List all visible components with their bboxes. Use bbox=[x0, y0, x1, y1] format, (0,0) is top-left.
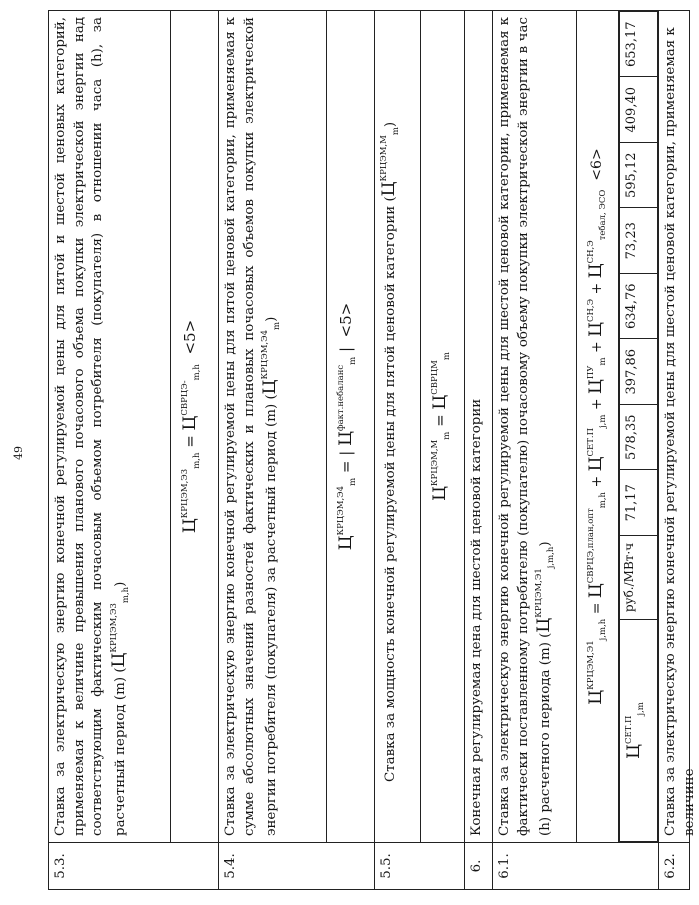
value-table-cell bbox=[619, 11, 659, 843]
value-cell: 595,12 bbox=[620, 143, 658, 209]
value-cell: 73,23 bbox=[620, 208, 658, 274]
row-6-2 bbox=[659, 11, 690, 890]
row-number: 5.3. bbox=[49, 843, 219, 890]
value-label: $Ц^{СЕТ.П}_{j,m}$ bbox=[620, 620, 658, 842]
row-description: Ставка за электрическую энергию конечной регулируемой цены для пятой и шестой ценовых категорий, применяемая к величине превышения планового почасового объема покупки электрической энергии над соответствующим фактическим почасовым объемом потребителя (покупателя) в отношении часа (h), за расчетный период (m) $(Ц^{КРЦЭМ,Э3}_{m,h})$ bbox=[49, 11, 171, 843]
value-cell: 71,17 bbox=[620, 470, 658, 536]
value-table bbox=[619, 11, 658, 842]
row-description: Ставка за электрическую энергию конечной регулируемой цены для шестой ценовой категории, применяемая к фактически поставленному потребителю (покупателю) почасовому объему покупки электрической энергии в час (h) расчетного периода (m) $(Ц^{КРЦЭМ,Э1}_{j,m,h})$ bbox=[493, 11, 577, 843]
row-number: 6.2. bbox=[659, 843, 690, 890]
row-6-1-formula bbox=[577, 11, 619, 890]
row-6-1 bbox=[493, 11, 577, 890]
row-6-1-values bbox=[619, 11, 659, 890]
page-number: 49 bbox=[12, 446, 25, 460]
row-5-4-formula bbox=[327, 11, 375, 890]
value-cell: 578,35 bbox=[620, 405, 658, 471]
row-number: 6. bbox=[465, 843, 493, 890]
row-number: 6.1. bbox=[493, 843, 659, 890]
row-description: Ставка за мощность конечной регулируемой цены для пятой ценовой категории $(Ц^{КРЦЭМ,М}_m)$ bbox=[375, 11, 421, 843]
row-description: Ставка за электрическую энергию конечной регулируемой цены для пятой ценовой категории, применяемая к сумме абсолютных значений разностей фактических и плановых почасовых объемов покупки электрической энергии потребителя (покупателя) за расчетный период (m) $(Ц^{КРЦЭМ,Э4}_m)$ bbox=[219, 11, 327, 843]
section-title: Конечная регулируемая цена для шестой ценовой категории bbox=[465, 11, 493, 843]
formula-6-1: $Ц^{КРЦЭМ,Э1}_{j,m,h} = Ц^{СВРЦЭ,план,опт}_{m,h} + Ц^{СЕТ.П}_{j,m} + Ц^{ПУ}_m + Ц^{СН,Э} + Ц^{СН,Э}_{тебал, ЭСО} <6>$ bbox=[577, 11, 619, 843]
rotated-page-content bbox=[48, 10, 697, 890]
row-6 bbox=[465, 11, 493, 890]
row-5-4 bbox=[219, 11, 327, 890]
value-cell: 634,76 bbox=[620, 274, 658, 340]
price-table bbox=[48, 10, 697, 890]
value-unit: руб./МВт·ч bbox=[620, 536, 658, 620]
row-5-3 bbox=[49, 11, 171, 890]
row-description: Ставка за электрическую энергию конечной регулируемой цены для шестой ценовой категории, применяемая к величине bbox=[659, 11, 690, 843]
row-5-5 bbox=[375, 11, 421, 890]
row-number: 5.5. bbox=[375, 843, 465, 890]
formula-5-3: $Ц^{КРЦЭМ,Э3}_{m,h} = Ц^{СВРЦЭ-}_{m,h} <5>$ bbox=[171, 11, 219, 843]
formula-5-5: $Ц^{КРЦЭМ,М}_m = Ц^{СВРЦМ}_m$ bbox=[421, 11, 465, 843]
value-cell: 653,17 bbox=[620, 12, 658, 78]
formula-5-4: $Ц^{КРЦЭМ,Э4}_m$ = | $Ц^{факт.небаланс}_m$ | <5> bbox=[327, 11, 375, 843]
value-cell: 409,40 bbox=[620, 77, 658, 143]
row-5-5-formula bbox=[421, 11, 465, 890]
value-cell: 397,86 bbox=[620, 339, 658, 405]
row-5-3-formula bbox=[171, 11, 219, 890]
row-number: 5.4. bbox=[219, 843, 375, 890]
